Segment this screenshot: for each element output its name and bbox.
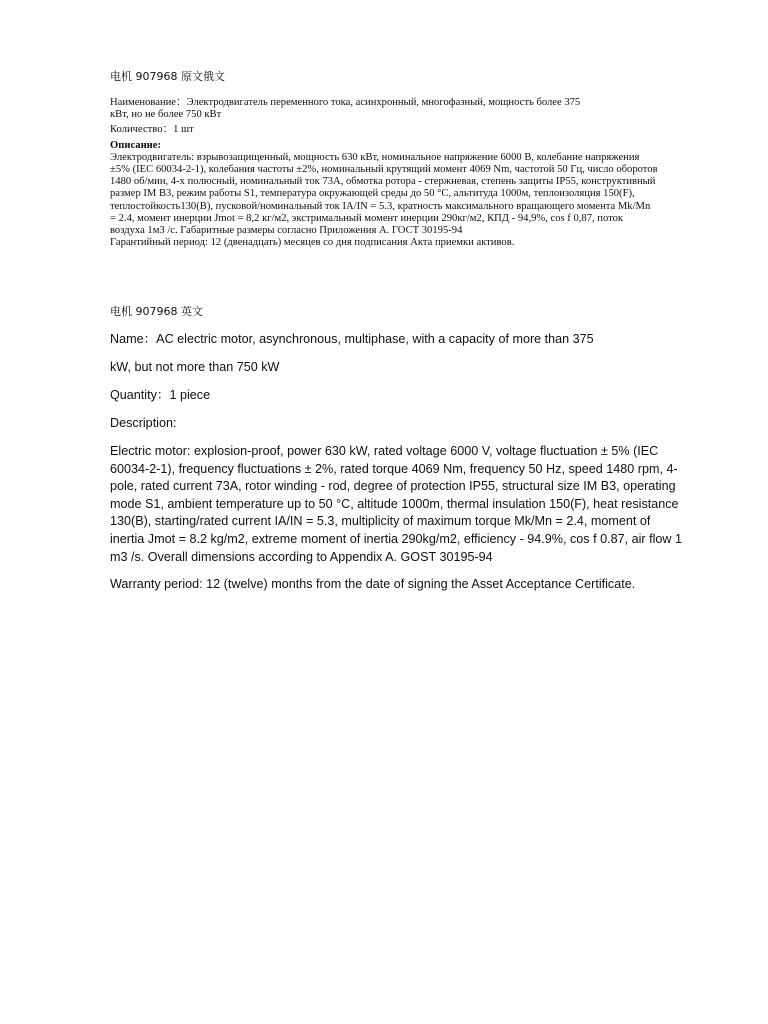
en-name-line-2: kW, but not more than 750 kW bbox=[110, 359, 280, 374]
ru-description-label: Описание: bbox=[110, 139, 162, 151]
en-quantity: Quantity：1 piece bbox=[110, 387, 211, 402]
ru-warranty: Гарантийный период: 12 (двенадцать) месяцев со дня подписания Акта приемки активов. bbox=[110, 237, 515, 249]
ru-description-line: теплостойкость130(B), пусковой/номинальный ток IA/IN = 5.3, кратность максимального вращающего момента Mk/Mn bbox=[110, 200, 651, 212]
ru-section-heading: 电机 907968 原文俄文 bbox=[110, 70, 225, 83]
en-section-heading: 电机 907968 英文 bbox=[110, 305, 203, 318]
en-description-line: 130(B), starting/rated current IA/IN = 5.3, multiplicity of maximum torque Mk/Mn = 2.4, moment of bbox=[110, 514, 651, 529]
ru-description-line: размер IM B3, режим работы S1, температура окружающей среды до 50 °С, альтитуда 1000м, теплоизоляция 150(F), bbox=[110, 188, 635, 200]
en-description bbox=[110, 443, 710, 566]
ru-description-line: = 2.4, момент инерции Jmot = 8,2 кг/м2, экстримальный момент инерции 290кг/м2, КПД - 94,9%, cos f 0,87, поток bbox=[110, 212, 624, 224]
en-description-line: inertia Jmot = 8.2 kg/m2, extreme moment of inertia 290kg/m2, efficiency - 94.9%, cos f 0.87, air flow 1 bbox=[110, 531, 682, 546]
en-section-body bbox=[110, 331, 710, 604]
ru-description-line: Электродвигатель: взрывозащищенный, мощность 630 кВт, номинальное напряжение 6000 В, колебание напряжения bbox=[110, 151, 640, 163]
en-description-line: Electric motor: explosion-proof, power 630 kW, rated voltage 6000 V, voltage fluctuation ± 5% (IEC bbox=[110, 443, 659, 458]
en-description-label: Description: bbox=[110, 415, 177, 430]
ru-section-body bbox=[110, 97, 720, 249]
en-description-line: m3 /s. Overall dimensions according to Appendix A. GOST 30195-94 bbox=[110, 549, 493, 564]
en-description-line: 60034-2-1), frequency fluctuations ± 2%, rated torque 4069 Nm, frequency 50 Hz, speed 1480 rpm, 4- bbox=[110, 461, 678, 476]
ru-description-line: воздуха 1м3 /с. Габаритные размеры согласно Приложения А. ГОСТ 30195-94 bbox=[110, 225, 463, 237]
ru-name-line-2: кВт, но не более 750 кВт bbox=[110, 109, 222, 121]
ru-description-line: 1480 об/мин, 4-х полюсный, номинальный ток 73А, обмотка ротора - стержневая, степень защиты IP55, конструктивный bbox=[110, 176, 656, 188]
en-warranty: Warranty period: 12 (twelve) months from the date of signing the Asset Acceptance Certificate. bbox=[110, 577, 636, 592]
en-description-line: mode S1, ambient temperature up to 50 °C, altitude 1000m, thermal insulation 150(F), heat resistance bbox=[110, 496, 679, 511]
ru-quantity: Количество：1 шт bbox=[110, 124, 194, 136]
en-name-line-1: Name：AC electric motor, asynchronous, multiphase, with a capacity of more than 375 bbox=[110, 332, 594, 346]
en-description-line: pole, rated current 73A, rotor winding - rod, degree of protection IP55, structural size IM B3, operating bbox=[110, 479, 676, 494]
ru-description-line: ±5% (IEC 60034-2-1), колебания частоты ±2%, номинальный крутящий момент 4069 Nm, частотой 50 Гц, число оборотов bbox=[110, 164, 658, 176]
ru-name-line-1: Наименование：Электродвигатель переменного тока, асинхронный, многофазный, мощность более 375 bbox=[110, 97, 581, 108]
